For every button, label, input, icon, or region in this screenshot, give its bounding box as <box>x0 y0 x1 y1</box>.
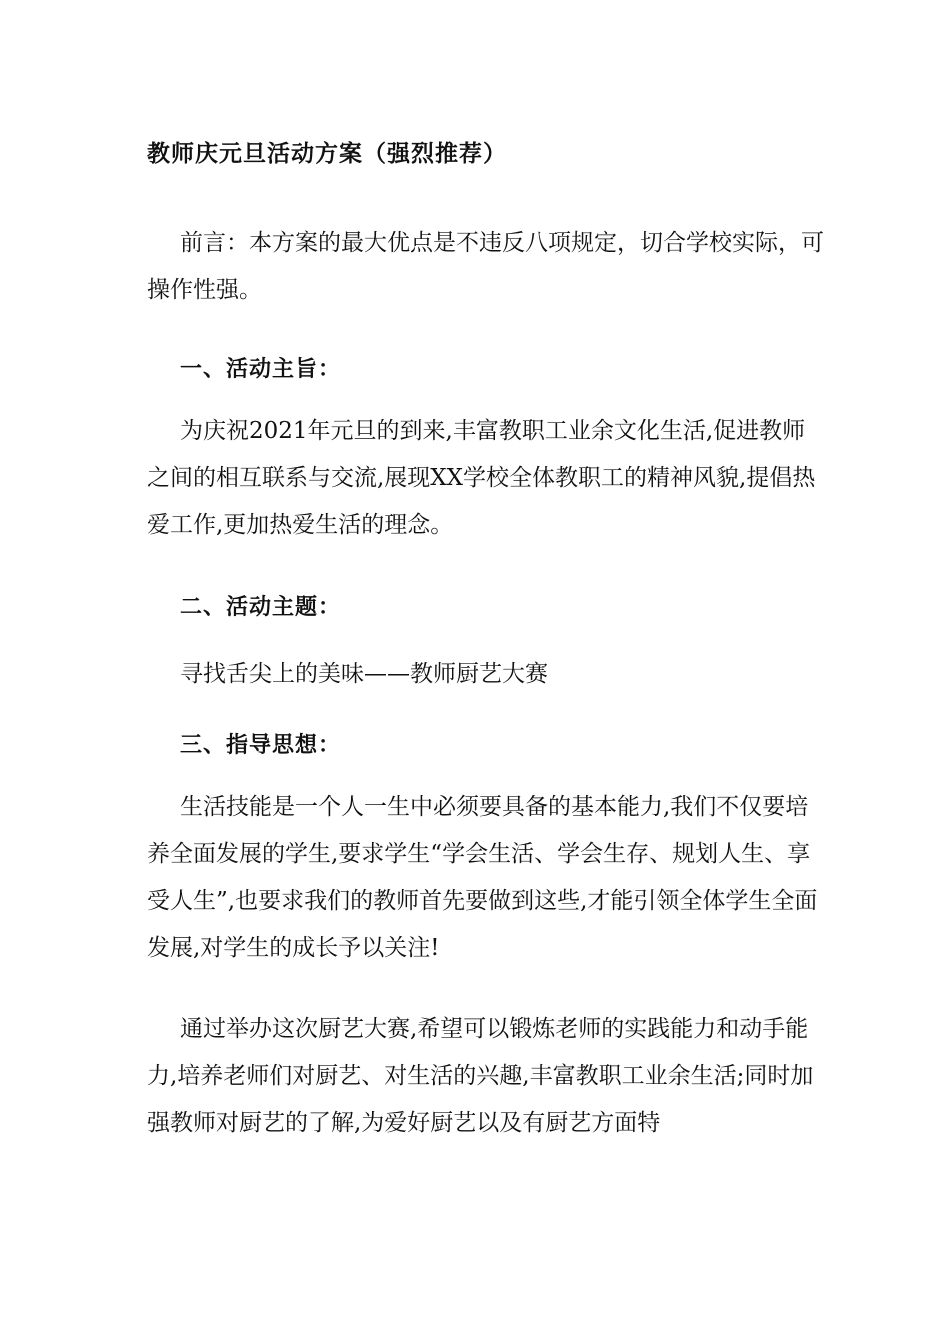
section3-body2: 通过举办这次厨艺大赛,希望可以锻炼老师的实践能力和动手能力,培养老师们对厨艺、对生活的兴趣,丰富教职工业余生活;同时加强教师对厨艺的了解,为爱好厨艺以及有厨艺方面特 <box>147 1016 814 1136</box>
section3-body1: 生活技能是一个人一生中必须要具备的基本能力,我们不仅要培养全面发展的学生,要求学生“学会生活、学会生存、规划人生、享受人生”,也要求我们的教师首先要做到这些,才能引领全体学生全面发展,对学生的成长予以关注! <box>147 794 818 961</box>
section1-body: 为庆祝2021年元旦的到来,丰富教职工业余文化生活,促进教师之间的相互联系与交流,展现XX学校全体教职工的精神风貌,提倡热爱工作,更加热爱生活的理念。 <box>147 418 816 538</box>
preface-paragraph: 前言：本方案的最大优点是不违反八项规定，切合学校实际，可操作性强。 <box>147 230 824 303</box>
section2-heading: 二、活动主题： <box>180 595 342 620</box>
section1-heading: 一、活动主旨： <box>180 357 342 382</box>
section2-body: 寻找舌尖上的美味——教师厨艺大赛 <box>180 661 548 687</box>
section3-heading: 三、指导思想： <box>180 733 342 758</box>
document-title: 教师庆元旦活动方案（强烈推荐） <box>147 141 507 167</box>
